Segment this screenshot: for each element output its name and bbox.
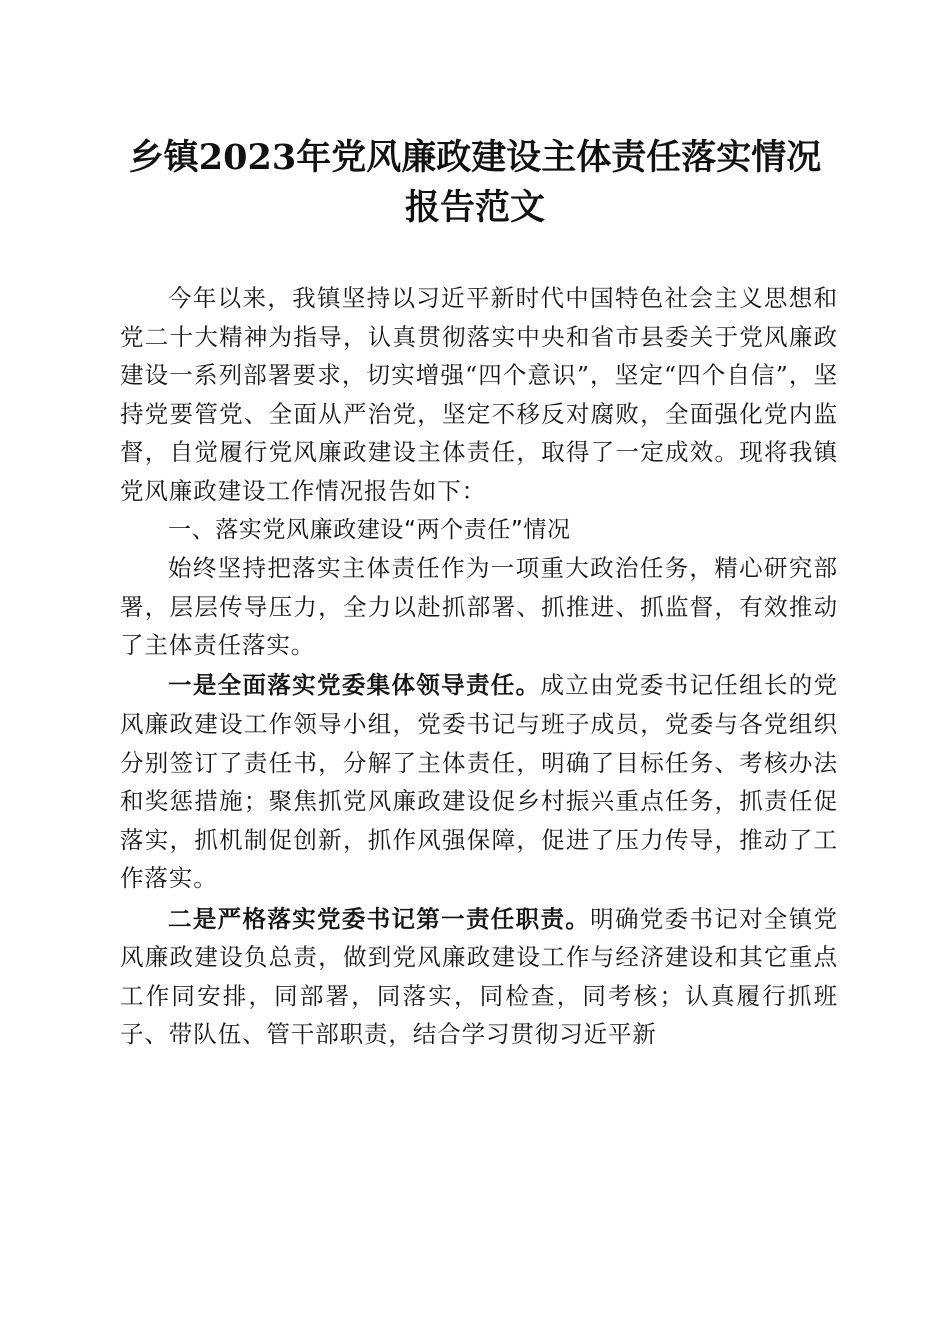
point-2-paragraph <box>120 900 838 1054</box>
document-body <box>120 279 838 1054</box>
section-1-heading: 一、落实党风廉政建设“两个责任”情况 <box>168 516 571 543</box>
point-2-lead: 二是严格落实党委书记第一责任职责。 <box>168 904 591 933</box>
intro-paragraph: 今年以来，我镇坚持以习近平新时代中国特色社会主义思想和党二十大精神为指导，认真贯彻落实中央和省市县委关于党风廉政建设一系列部署要求，切实增强“四个意识”，坚定“四个自信”，坚持党要管党、全面从严治党，坚定不移反对腐败，全面强化党内监督，自觉履行党风廉政建设主体责任，取得了一定成效。现将我镇党风廉政建设工作情况报告如下： <box>120 284 838 505</box>
point-2-text: 明确党委书记对全镇党风廉政建设负总责，做到党风廉政建设工作与经济建设和其它重点工作同安排，同部署，同落实，同检查，同考核；认真履行抓班子、带队伍、管干部职责，结合学习贯彻习近平新 <box>120 904 838 1049</box>
point-1-paragraph <box>120 666 838 898</box>
document-title-line-1: 乡镇2023年党风廉政建设主体责任落实情况 <box>128 137 822 178</box>
document-title-line-2: 报告范文 <box>404 187 545 228</box>
point-1-lead: 一是全面落实党委集体领导责任。 <box>168 671 541 700</box>
section-1-summary-paragraph: 始终坚持把落实主体责任作为一项重大政治任务，精心研究部署，层层传导压力，全力以赴抓部署、抓推进、抓监督，有效推动了主体责任落实。 <box>120 554 838 660</box>
point-1-text: 成立由党委书记任组长的党风廉政建设工作领导小组，党委书记与班子成员，党委与各党组织分别签订了责任书，分解了主体责任，明确了目标任务、考核办法和奖惩措施；聚焦抓党风廉政建设促乡村振兴重点任务，抓责任促落实，抓机制促创新，抓作风强保障，促进了压力传导，推动了工作落实。 <box>120 671 839 893</box>
